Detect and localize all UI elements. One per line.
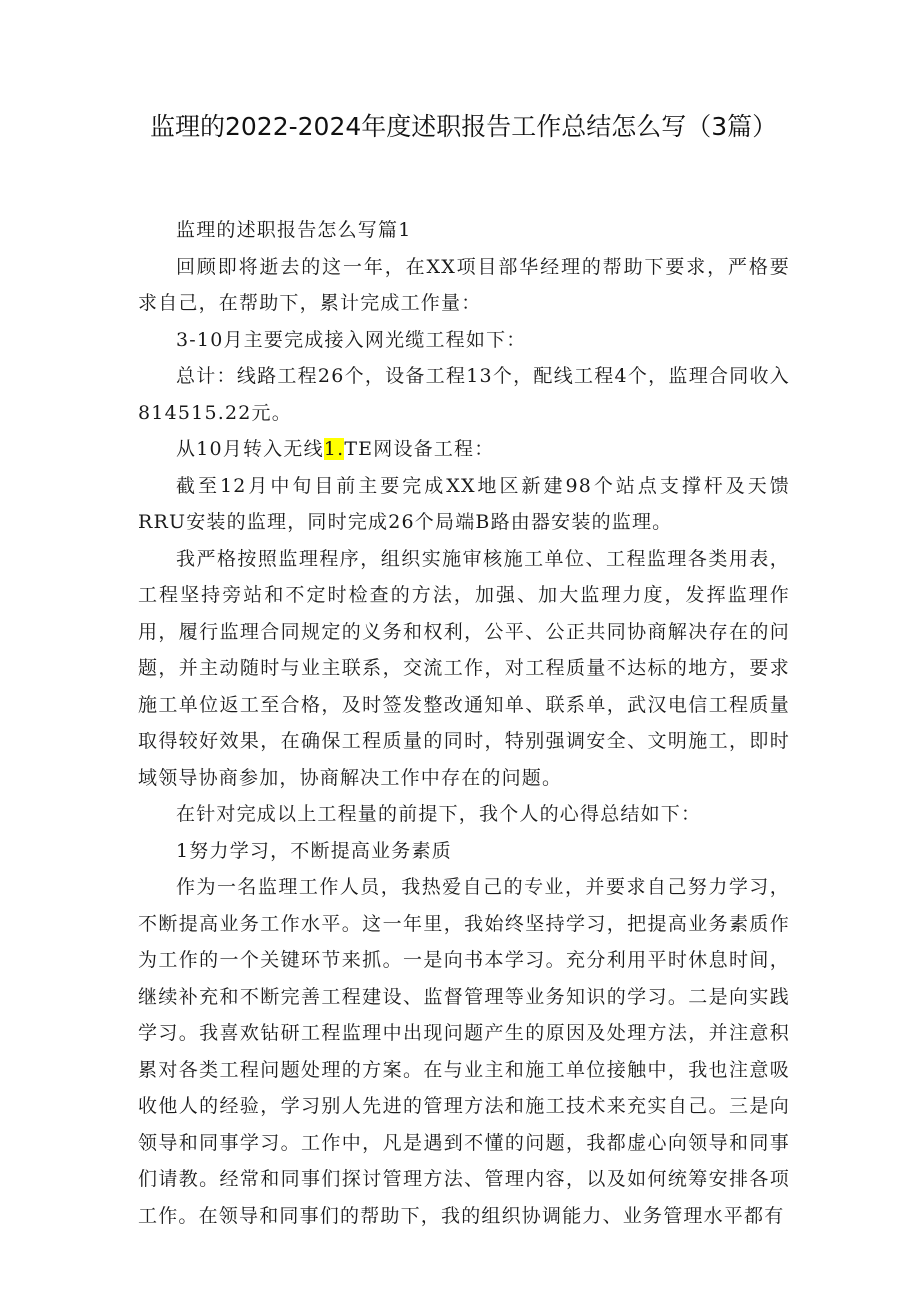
paragraph-with-highlight xyxy=(138,431,790,468)
highlighted-text: 1. xyxy=(323,438,345,460)
paragraph: 监理的述职报告怎么写篇1 xyxy=(176,219,412,241)
document-body xyxy=(138,212,790,1234)
paragraph-suffix: TE网设备工程： xyxy=(344,438,495,460)
paragraph: 我严格按照监理程序，组织实施审核施工单位、工程监理各类用表，工程坚持旁站和不定时检查的方法，加强、加大监理力度，发挥监理作用，履行监理合同规定的义务和权利，公平、公正共同协商解决存在的问题，并主动随时与业主联系，交流工作，对工程质量不达标的地方，要求施工单位返工至合格，及时签发整改通知单、联系单，武汉电信工程质量取得较好效果，在确保工程质量的同时，特别强调安全、文明施工，即时域领导协商参加，协商解决工作中存在的问题。 xyxy=(138,547,790,789)
paragraph-prefix: 从10月转入无线 xyxy=(176,438,324,460)
paragraph: 1努力学习，不断提高业务素质 xyxy=(176,839,452,862)
document-title: 监理的2022-2024年度述职报告工作总结怎么写（3篇） xyxy=(150,112,778,141)
paragraph: 作为一名监理工作人员，我热爱自己的专业，并要求自己努力学习，不断提高业务工作水平。这一年里，我始终坚持学习，把提高业务素质作为工作的一个关键环节来抓。一是向书本学习。充分利用平时休息时间，继续补充和不断完善工程建设、监督管理等业务知识的学习。二是向实践学习。我喜欢钻研工程监理中出现问题产生的原因及处理方法，并注意积累对各类工程问题处理的方案。在与业主和施工单位接触中，我也注意吸收他人的经验，学习别人先进的管理方法和施工技术来充实自己。三是向领导和同事学习。工作中，凡是遇到不懂的问题，我都虚心向领导和同事们请教。经常和同事们探讨管理方法、管理内容，以及如何统筹安排各项工作。在领导和同事们的帮助下，我的组织协调能力、业务管理水平都有 xyxy=(138,876,790,1227)
paragraph: 在针对完成以上工程量的前提下，我个人的心得总结如下： xyxy=(176,803,702,825)
paragraph: 回顾即将逝去的这一年，在XX项目部华经理的帮助下要求，严格要求自己，在帮助下，累计完成工作量： xyxy=(138,255,790,314)
paragraph: 3-10月主要完成接入网光缆工程如下： xyxy=(176,328,527,351)
paragraph: 总计：线路工程26个，设备工程13个，配线工程4个，监理合同收入814515.22元。 xyxy=(138,365,790,424)
paragraph: 截至12月中旬目前主要完成XX地区新建98个站点支撑杆及天馈RRU安装的监理，同时完成26个局端B路由器安装的监理。 xyxy=(138,474,790,533)
